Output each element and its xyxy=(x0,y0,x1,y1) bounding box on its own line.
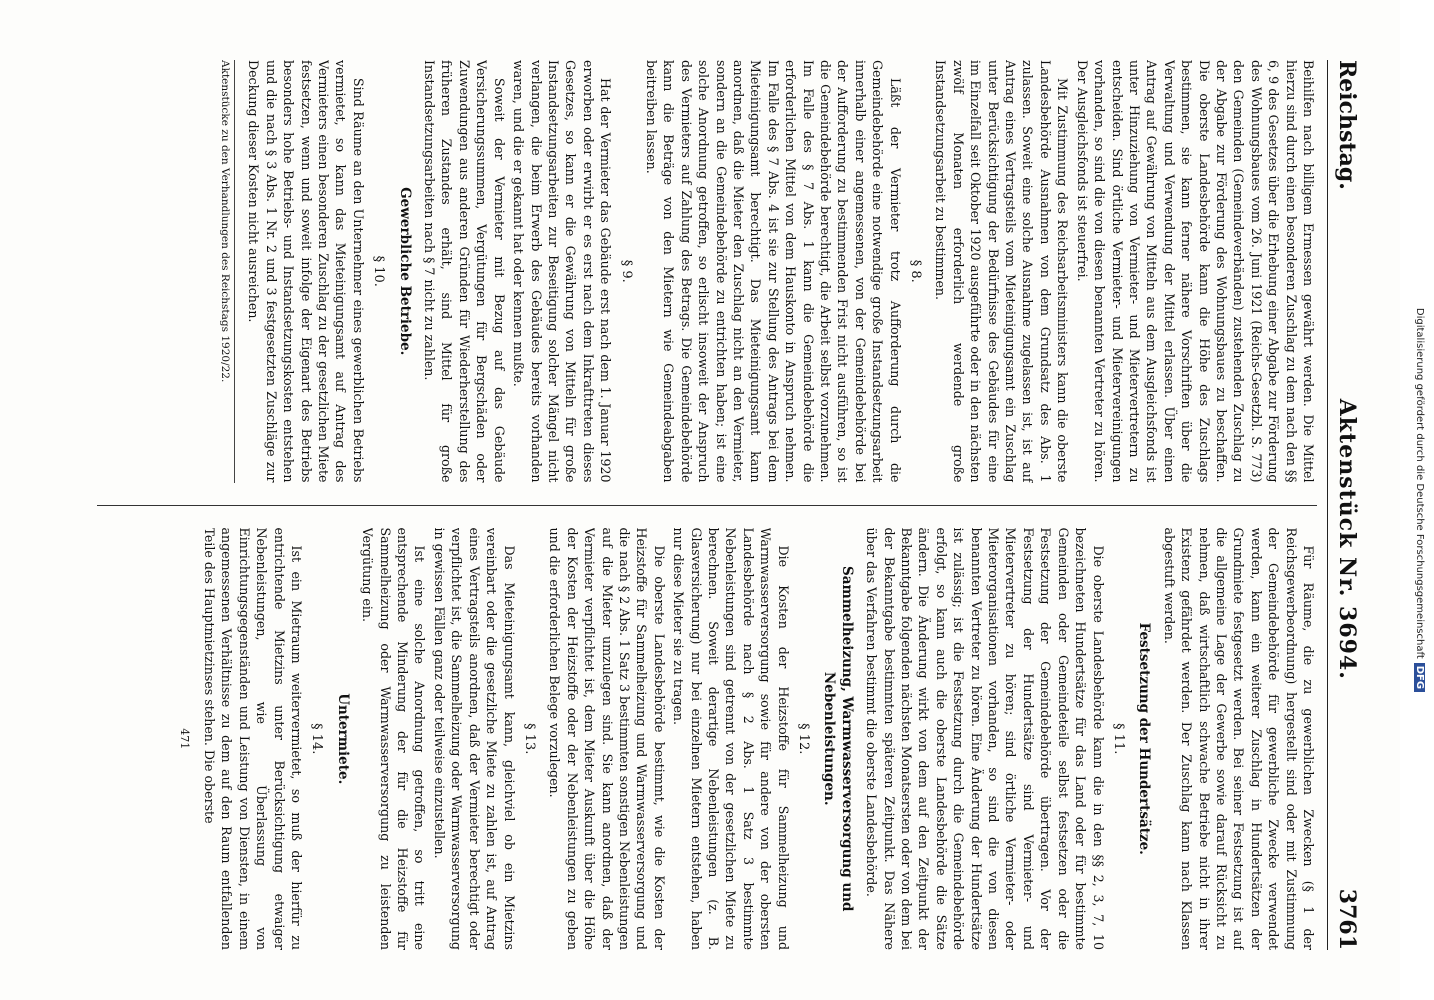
document-title: Aktenstück Nr. 3694. xyxy=(1334,398,1360,680)
section-number: § 10. xyxy=(371,255,387,287)
digitization-credit xyxy=(1406,0,1434,1000)
paragraph: Ist eine solche Anordnung getroffen, so tritt eine entsprechende Minderung der für die Heizstoffe für Sammelheizung oder Warmwasserversorgung zu leistenden Vergütung ein. xyxy=(360,527,428,950)
section-number: § 9. xyxy=(618,259,634,283)
dfg-logo: DFG xyxy=(1415,663,1426,692)
page-number: 3761 xyxy=(1334,888,1360,950)
paragraph: Die oberste Landesbehörde bestimmt, wie die Kosten der Heizstoffe für Sammelheizung und Warmwasserversorgung und die nach § 2 Abs. 1 Satz 3 bestimmten sonstigen Nebenleistungen auf die Mieter umzulegen sind. Sie kann anordnen, daß der Vermieter verpflichtet ist, dem Mieter Auskunft über die Höhe der Kosten der Heizstoffe oder der Nebenleistungen zu geben und die erforderlichen Belege vorzulegen. xyxy=(547,527,667,950)
section-number: § 12. xyxy=(796,723,812,755)
section-heading: Untermiete. xyxy=(334,693,351,785)
footnote: Aktenstücke zu den Verhandlungen des Reichstags 1920/22. xyxy=(218,60,235,483)
section-heading: Festsetzung der Hundertsätze. xyxy=(1136,622,1153,855)
paragraph: Sind Räume an den Unternehmer eines gewerblichen Betriebs vermietet, so kann das Mieteinigungsamt auf Antrag des Vermieters einen besonderen Zuschlag zu der gesetzlichen Miete festsetzen, wenn und soweit infolge der Eigenart des Betriebs besonders hohe Betriebs- und Instandsetzungskosten entstehen und die nach § 3 Abs. 1 Nr. 2 und 3 festgesetzten Zuschläge zur Deckung dieser Kosten nicht ausreichen. xyxy=(246,60,366,483)
page-header xyxy=(1327,60,1360,950)
section-heading: Sammelheizung, Warmwasserversorgung und Nebenleistungen. xyxy=(821,566,855,912)
paragraph: Soweit der Vermieter mit Bezug auf das Gebäude Versicherungssummen, Vergütungen für Bergschäden oder Zuwendungen aus anderen Gründen für Wiederherstellung des früheren Zustandes erhält, sind Mittel für große Instandsetzungsarbeiten nach § 7 nicht zu zahlen. xyxy=(422,60,507,483)
section-heading: Gewerbliche Betriebe. xyxy=(396,187,413,356)
column-divider xyxy=(97,505,1317,506)
section-number: § 8. xyxy=(908,259,924,283)
paragraph: Für Räume, die zu gewerblichen Zwecken (§ 1 der Reichsgewerbeordnung) hergestellt sind oder mit Zustimmung der Gemeindebehörde für gewerbliche Zwecke verwendet werden, kann ein weiterer Zuschlag in Hundertsätzen der Grundmiete festgesetzt werden. Bei seiner Festsetzung ist auf die allgemeine Lage der Gewerbe sowie darauf Rücksicht zu nehmen, daß wirtschaftlich schwache Betriebe nicht in ihrer Existenz gefährdet werden. Der Zuschlag kann nach Klassen abgestuft werden. xyxy=(1161,527,1316,950)
credit-text: Digitalisierung gefördert durch die Deutsche Forschungsgemeinschaft xyxy=(1414,307,1426,659)
header-left: Reichstag. xyxy=(1334,60,1360,190)
right-column xyxy=(97,528,1317,951)
sheet-number: 471 xyxy=(177,728,191,750)
paragraph: Mit Zustimmung des Reichsarbeitsministers kann die oberste Landesbehörde Ausnahmen von dem Grundsatz des Abs. 1 zulassen. Soweit eine solche Ausnahme zugelassen ist, ist auf Antrag eines Vertragsteils vom Mieteinigungsamt ein Zuschlag unter Berücksichtigung der Bedürfnisse des Gebäudes für eine im Einzelfall seit Oktober 1920 ausgeführte oder in den nächsten zwölf Monaten erforderlich werdende große Instandsetzungsarbeit zu bestimmen. xyxy=(933,60,1071,483)
paragraph: Die oberste Landesbehörde kann die in den §§ 2, 3, 7, 10 bezeichneten Hundertsätze für das Land oder für bestimmte Gemeinden oder Gemeindeteile selbst festsetzen oder die Festsetzung der Gemeindebehörde übertragen. Vor der Festsetzung der Hundertsätze sind Vermieter- und Mietervertreter zu hören; sind örtliche Vermieter- oder Mieterorganisationen vorhanden, so sind die von diesen benannten Vertreter zu hören. Eine Änderung der Hundertsätze ist zulässig; ist die Festsetzung durch die Gemeindebehörde erfolgt, so kann auch die oberste Landesbehörde die Sätze ändern. Die Änderung wirkt von dem auf den Zeitpunkt der Bekanntgabe folgenden nächsten Monatsersten oder von dem bei der Bekanntgabe bestimmten späteren Zeitpunkt. Das Nähere über das Verfahren bestimmt die oberste Landesbehörde. xyxy=(864,527,1106,950)
paragraph: Läßt der Vermieter trotz Aufforderung durch die Gemeindebehörde eine notwendige große Instandsetzungsarbeit innerhalb einer angemessenen, von der Gemeindebehörde bei der Aufforderung zu bestimmenden Frist nicht ausführen, so ist die Gemeindebehörde berechtigt, die Arbeit selbst vorzunehmen. Im Falle des § 7 Abs. 1 kann die Gemeindebehörde die erforderlichen Mittel von dem Hauskonto in Anspruch nehmen. Im Falle des § 7 Abs. 4 ist sie zur Stellung des Antrags bei dem Mieteinigungsamt berechtigt. Das Mieteinigungsamt kann anordnen, daß die Mieter den Zuschlag nicht an den Vermieter, sondern an die Gemeindebehörde zu entrichten haben; ist eine solche Anordnung getroffen, so erlischt insoweit der Anspruch des Vermieters auf Zahlung des Betrags. Die Gemeindebehörde kann die Beträge von den Mietern wie Gemeindeabgaben beitreiben lassen. xyxy=(643,60,903,483)
paragraph: Beihilfen nach billigem Ermessen gewährt werden. Die Mittel hierzu sind durch einen besonderen Zuschlag zu dem nach den §§ 6, 9 des Gesetzes über die Erhebung einer Abgabe zur Förderung des Wohnungsbaues vom 26. Juni 1921 (Reichs-Gesetzbl. S. 773) den Gemeinden (Gemeindeverbänden) zustehenden Zuschlag zu der Abgabe zur Förderung des Wohnungsbaues zu beschaffen. Die oberste Landesbehörde kann die Höhe des Zuschlags bestimmen, sie kann ferner nähere Vorschriften über die Verwaltung und Verwendung der Mittel erlassen. Über einen Antrag auf Gewährung von Mitteln aus dem Ausgleichsfonds ist unter Hinzuziehung von Vermieter- und Mietervertretern zu entscheiden. Sind örtliche Vermieter- und Mietervereinigungen vorhanden, so sind die von diesen benannten Vertreter zu hören. Der Ausgleichsfonds ist steuerfrei. xyxy=(1074,60,1316,483)
section-number: § 11. xyxy=(1110,723,1126,755)
paragraph: Die Kosten der Heizstoffe für Sammelheizung und Warmwasserversorgung sowie für andere von der obersten Landesbehörde nach § 2 Abs. 1 Satz 3 bestimmte Nebenleistungen sind getrennt von der gesetzlichen Miete zu berechnen. Soweit derartige Nebenleistungen (z. B. Glasversicherung) nur bei einzelnen Mietern entstehen, haben nur diese Mieter sie zu tragen. xyxy=(671,527,791,950)
paragraph: Hat der Vermieter das Gebäude erst nach dem 1. Januar 1920 erworben oder erwirbt er es erst nach dem Inkrafttreten dieses Gesetzes, so kann er die Gewährung von Mitteln für große Instandsetzungsarbeiten zur Beseitigung solcher Mängel nicht verlangen, die beim Erwerb des Gebäudes bereits vorhanden waren, und die er gekannt hat oder kennen mußte. xyxy=(511,60,614,483)
paragraph: Das Mieteinigungsamt kann, gleichviel ob ein Mietzins vereinbart oder die gesetzliche Miete zu zahlen ist, auf Antrag eines Vertragsteils anordnen, daß der Vermieter berechtigt oder verpflichtet ist, die Sammelheizung oder Warmwasserversorgung in gewissen Fällen ganz oder teilweise einzustellen. xyxy=(431,527,517,950)
paragraph: Ist ein Mietraum weitervermietet, so muß der hierfür zu entrichtende Mietzins unter Berücksichtigung etwaiger Nebenleistungen, wie Überlassung von Einrichtungsgegenständen und Leistung von Diensten, in einem angemessenen Verhältnisse zu dem auf den Raum entfallenden Teile des Hauptmietzinses stehen. Die oberste xyxy=(202,527,305,950)
left-column xyxy=(97,60,1317,483)
section-number: § 14. xyxy=(309,723,325,755)
section-number: § 13. xyxy=(521,723,537,755)
